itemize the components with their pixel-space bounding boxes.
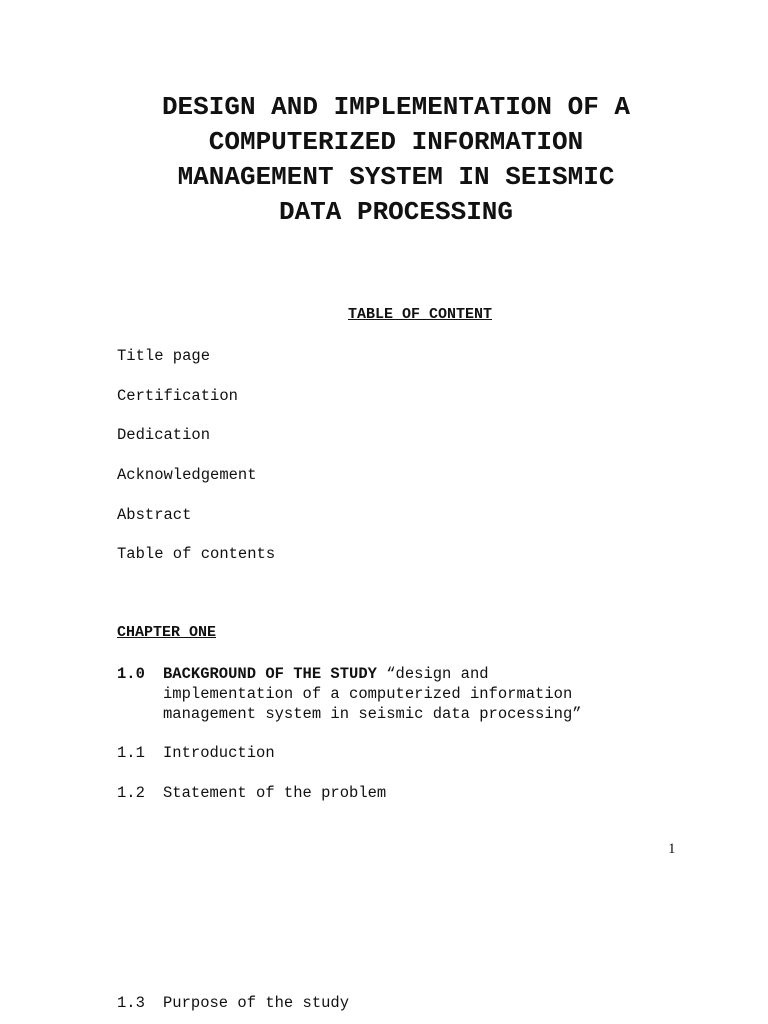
chapter-heading: CHAPTER ONE <box>117 624 217 641</box>
section-text: Introduction <box>163 744 275 762</box>
section-number: 1.3 <box>117 994 145 1012</box>
section-number: 1.1 <box>117 744 145 762</box>
title-line: DESIGN AND IMPLEMENTATION OF A <box>161 92 631 122</box>
section-number: 1.2 <box>117 784 145 802</box>
page-number: 1 <box>668 841 676 857</box>
title-line: COMPUTERIZED INFORMATION <box>208 127 584 157</box>
title-line: DATA PROCESSING <box>278 197 514 227</box>
toc-heading: TABLE OF CONTENT <box>347 306 493 323</box>
toc-item-acknowledgement: Acknowledgement <box>117 466 257 484</box>
document-title <box>96 90 696 230</box>
title-line: MANAGEMENT SYSTEM IN SEISMIC <box>177 162 615 192</box>
toc-item-table-of-contents: Table of contents <box>117 545 276 563</box>
section-text: “design and <box>376 665 489 683</box>
toc-item-title-page: Title page <box>117 347 211 365</box>
toc-section-1-1 <box>117 743 717 763</box>
section-text: Purpose of the study <box>163 994 350 1012</box>
section-text: implementation of a computerized information <box>163 685 573 703</box>
toc-section-1-3 <box>117 993 717 1013</box>
toc-item-certification: Certification <box>117 387 238 405</box>
toc-item-dedication: Dedication <box>117 426 211 444</box>
toc-section-1-2 <box>117 783 717 803</box>
section-bold-label: BACKGROUND OF THE STUDY <box>163 665 377 683</box>
section-text: Statement of the problem <box>163 784 387 802</box>
section-number: 1.0 <box>117 665 145 683</box>
section-text: management system in seismic data processing” <box>163 705 582 723</box>
toc-item-abstract: Abstract <box>117 506 192 524</box>
toc-section-1-0 <box>117 664 717 724</box>
